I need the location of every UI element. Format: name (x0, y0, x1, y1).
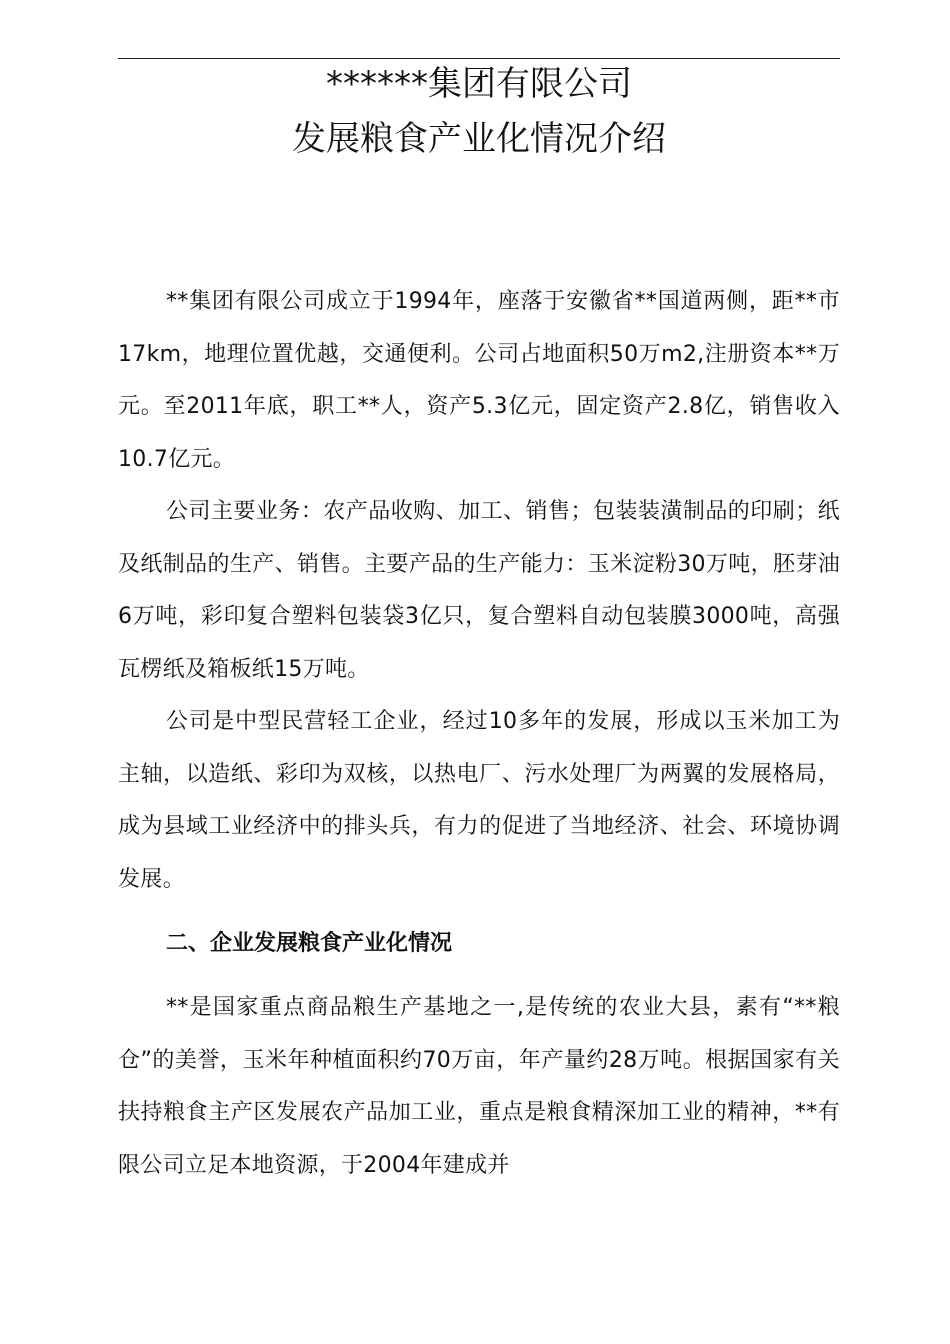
section-heading-2: 二、企业发展粮食产业化情况 (166, 931, 453, 956)
document-body (118, 276, 840, 1192)
document-title-line-1: ******集团有限公司 (326, 64, 632, 104)
header-rule (118, 58, 840, 59)
document-title-line-2: 发展粮食产业化情况介绍 (292, 119, 666, 159)
paragraph-grain-base: **是国家重点商品粮生产基地之一,是传统的农业大县，素有“**粮仓”的美誉，玉米年种植面积约70万亩，年产量约28万吨。根据国家有关扶持粮食主产区发展农产品加工业，重点是粮食精深加工业的精神，**有限公司立足本地资源，于2004年建成并 (118, 995, 840, 1178)
paragraph-company-overview: **集团有限公司成立于1994年，座落于安徽省**国道两侧，距**市17km，地理位置优越，交通便利。公司占地面积50万m2,注册资本**万元。至2011年底，职工**人，资产5.3亿元，固定资产2.8亿，销售收入10.7亿元。 (118, 289, 840, 472)
paragraph-development-pattern: 公司是中型民营轻工企业，经过10多年的发展，形成以玉米加工为主轴，以造纸、彩印为双核，以热电厂、污水处理厂为两翼的发展格局，成为县域工业经济中的排头兵，有力的促进了当地经济、社会、环境协调发展。 (118, 709, 840, 892)
paragraph-main-business: 公司主要业务：农产品收购、加工、销售；包装装潢制品的印刷；纸及纸制品的生产、销售。主要产品的生产能力：玉米淀粉30万吨，胚芽油6万吨，彩印复合塑料包装袋3亿只，复合塑料自动包装膜3000吨，高强瓦楞纸及箱板纸15万吨。 (118, 499, 840, 682)
